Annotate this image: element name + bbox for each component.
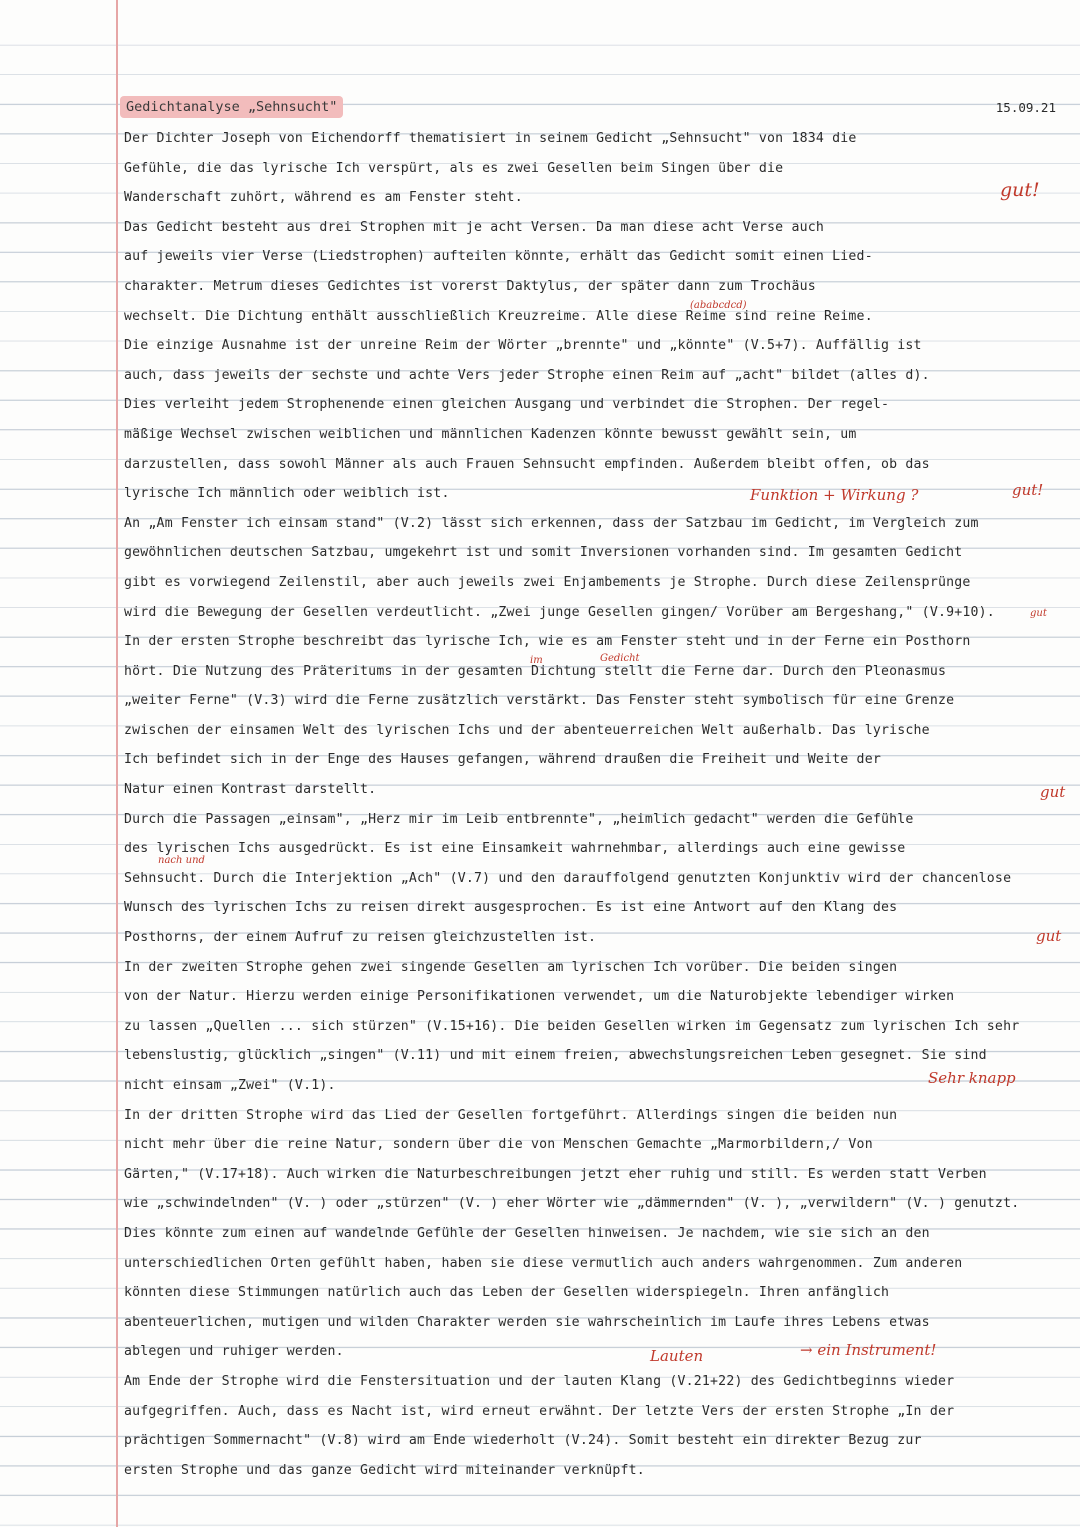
text-line: Natur einen Kontrast darstellt. [124,782,377,798]
text-line: Die einzige Ausnahme ist der unreine Reim der Wörter „brennte" und „könnte" (V.5+7). Auffällig ist [124,338,922,354]
text-line: wie „schwindelnden" (V. ) oder „stürzen" (V. ) eher Wörter wie „dämmernden" (V. ), „verwildern" (V. ) genutzt. [124,1196,1020,1212]
annotation-sehr-knapp: Sehr knapp [928,1069,1016,1087]
text-line: von der Natur. Hierzu werden einige Personifikationen verwendet, um die Naturobjekte lebendiger wirken [124,989,955,1005]
annotation-funktion-wirkung: Funktion + Wirkung ? [750,486,919,504]
text-line: „weiter Ferne" (V.3) wird die Ferne zusätzlich verstärkt. Das Fenster steht symbolisch für eine Grenze [124,693,955,709]
essay-text [124,124,1068,1485]
annotation-gut: gut! [1012,481,1044,499]
margin-line [116,0,118,1527]
text-line: In der zweiten Strophe gehen zwei singende Gesellen am lyrischen Ich vorüber. Die beiden singen [124,959,898,975]
text-line: Gärten," (V.17+18). Auch wirken die Naturbeschreibungen jetzt eher ruhig und still. Es werden statt Verben [124,1166,987,1182]
text-line: nicht einsam „Zwei" (V.1). [124,1078,336,1093]
text-line: Dies verleiht jedem Strophenende einen gleichen Ausgang und verbindet die Strophen. Der regel- [124,397,890,413]
text-line: aufgegriffen. Auch, dass es Nacht ist, wird erneut erwähnt. Der letzte Vers der ersten Strophe „In der [124,1403,955,1419]
text-line: darzustellen, dass sowohl Männer als auch Frauen Sehnsucht empfinden. Außerdem bleibt offen, ob das [124,456,930,472]
text-line: ersten Strophe und das ganze Gedicht wird miteinander verknüpft. [124,1462,645,1478]
text-line: auf jeweils vier Verse (Liedstrophen) aufteilen könnte, erhält das Gedicht somit einen Lied- [124,249,873,265]
annotation-lauten: Lauten [650,1347,704,1365]
text-line: wechselt. Die Dichtung enthält ausschließlich Kreuzreime. Alle diese Reime sind reine Reime. [124,308,873,324]
annotation-instrument: → ein Instrument! [800,1341,937,1359]
text-line: Gefühle, die das lyrische Ich verspürt, als es zwei Gesellen beim Singen über die [124,160,784,176]
text-line: Durch die Passagen „einsam", „Herz mir im Leib entbrennte", „heimlich gedacht" werden die Gefühle [124,811,914,827]
text-line: Das Gedicht besteht aus drei Strophen mit je acht Versen. Da man diese acht Verse auch [124,219,825,235]
text-line: Wanderschaft zuhört, während es am Fenster steht. [124,190,523,206]
page-title: Gedichtanalyse „Sehnsucht" [120,96,343,118]
text-line: des lyrischen Ichs ausgedrückt. Es ist eine Einsamkeit wahrnehmbar, allerdings auch eine gewisse [124,841,906,857]
text-line: Sehnsucht. Durch die Interjektion „Ach" (V.7) und den darauffolgend genutzten Konjunktiv wird der chancenlose [124,870,1012,886]
annotation-im: im [530,655,543,666]
page-date: 15.09.21 [995,100,1056,115]
text-line: wird die Bewegung der Gesellen verdeutlicht. „Zwei junge Gesellen gingen/ Vorüber am Bergeshang," (V.9+10). [124,604,995,620]
text-line: An „Am Fenster ich einsam stand" (V.2) lässt sich erkennen, dass der Satzbau im Gedicht, im Vergleich zum [124,515,979,531]
text-line: Der Dichter Joseph von Eichendorff thematisiert in seinem Gedicht „Sehnsucht" von 1834 die [124,131,857,146]
text-line: charakter. Metrum dieses Gedichtes ist vorerst Daktylus, der später dann zum Trochäus [124,278,816,294]
text-line: Ich befindet sich in der Enge des Hauses gefangen, während draußen die Freiheit und Weite der [124,752,881,768]
text-line: Am Ende der Strophe wird die Fenstersituation und der lauten Klang (V.21+22) des Gedichtbeginns wieder [124,1373,955,1389]
text-line: In der ersten Strophe beschreibt das lyrische Ich, wie es am Fenster steht und in der Ferne ein Posthorn [124,634,971,650]
text-line: hört. Die Nutzung des Präteritums in der gesamten Dichtung stellt die Ferne dar. Durch den Pleonasmus [124,663,947,679]
text-line: nicht mehr über die reine Natur, sondern über die von Menschen Gemachte „Marmorbildern,/ Von [124,1137,873,1153]
annotation-gedicht: Gedicht [600,653,640,664]
text-line: lyrische Ich männlich oder weiblich ist. [124,486,450,502]
text-line: mäßige Wechsel zwischen weiblichen und männlichen Kadenzen könnte bewusst gewählt sein, um [124,426,857,442]
annotation-rhyme-scheme: (ababcdcd) [690,300,747,311]
text-line: ablegen und ruhiger werden. [124,1344,344,1360]
text-line: abenteuerlichen, mutigen und wilden Charakter werden sie wahrscheinlich im Laufe ihres Lebens etwas [124,1314,930,1330]
text-line: prächtigen Sommernacht" (V.8) wird am Ende wiederholt (V.24). Somit besteht ein direkter Bezug zur [124,1433,922,1449]
text-line: zwischen der einsamen Welt des lyrischen Ichs und der abenteuerreichen Welt außerhalb. Das lyrische [124,722,930,738]
annotation-gut: gut [1040,783,1066,801]
annotation-gut: gut [1030,608,1047,619]
text-line: In der dritten Strophe wird das Lied der Gesellen fortgeführt. Allerdings singen die beiden nun [124,1107,898,1123]
text-line: gewöhnlichen deutschen Satzbau, umgekehrt ist und somit Inversionen vorhanden sind. Im gesamten Gedicht [124,545,963,561]
annotation-gut: gut [1036,927,1062,945]
text-line: könnten diese Stimmungen natürlich auch das Leben der Gesellen widerspiegeln. Ihren anfänglich [124,1285,890,1301]
text-line: gibt es vorwiegend Zeilenstil, aber auch jeweils zwei Enjambements je Strophe. Durch diese Zeilensprünge [124,574,971,590]
text-line: lebenslustig, glücklich „singen" (V.11) und mit einem freien, abwechslungsreichen Leben gesegnet. Sie sind [124,1048,987,1064]
text-line: unterschiedlichen Orten gefühlt haben, haben sie diese vermutlich auch anders wahrgenommen. Zum anderen [124,1255,963,1271]
text-line: Dies könnte zum einen auf wandelnde Gefühle der Gesellen hinweisen. Je nachdem, wie sie sich an den [124,1225,930,1241]
text-line: Posthorns, der einem Aufruf zu reisen gleichzustellen ist. [124,930,597,946]
annotation-nach-und: nach und [158,855,205,866]
text-line: zu lassen „Quellen ... sich stürzen" (V.15+16). Die beiden Gesellen wirken im Gegensatz zum lyrischen Ich sehr [124,1018,1020,1034]
text-line: auch, dass jeweils der sechste und achte Vers jeder Strophe einen Reim auf „acht" bildet (alles d). [124,367,930,383]
annotation-gut: gut! [1000,179,1040,201]
text-line: Wunsch des lyrischen Ichs zu reisen direkt ausgesprochen. Es ist eine Antwort auf den Klang des [124,900,898,916]
